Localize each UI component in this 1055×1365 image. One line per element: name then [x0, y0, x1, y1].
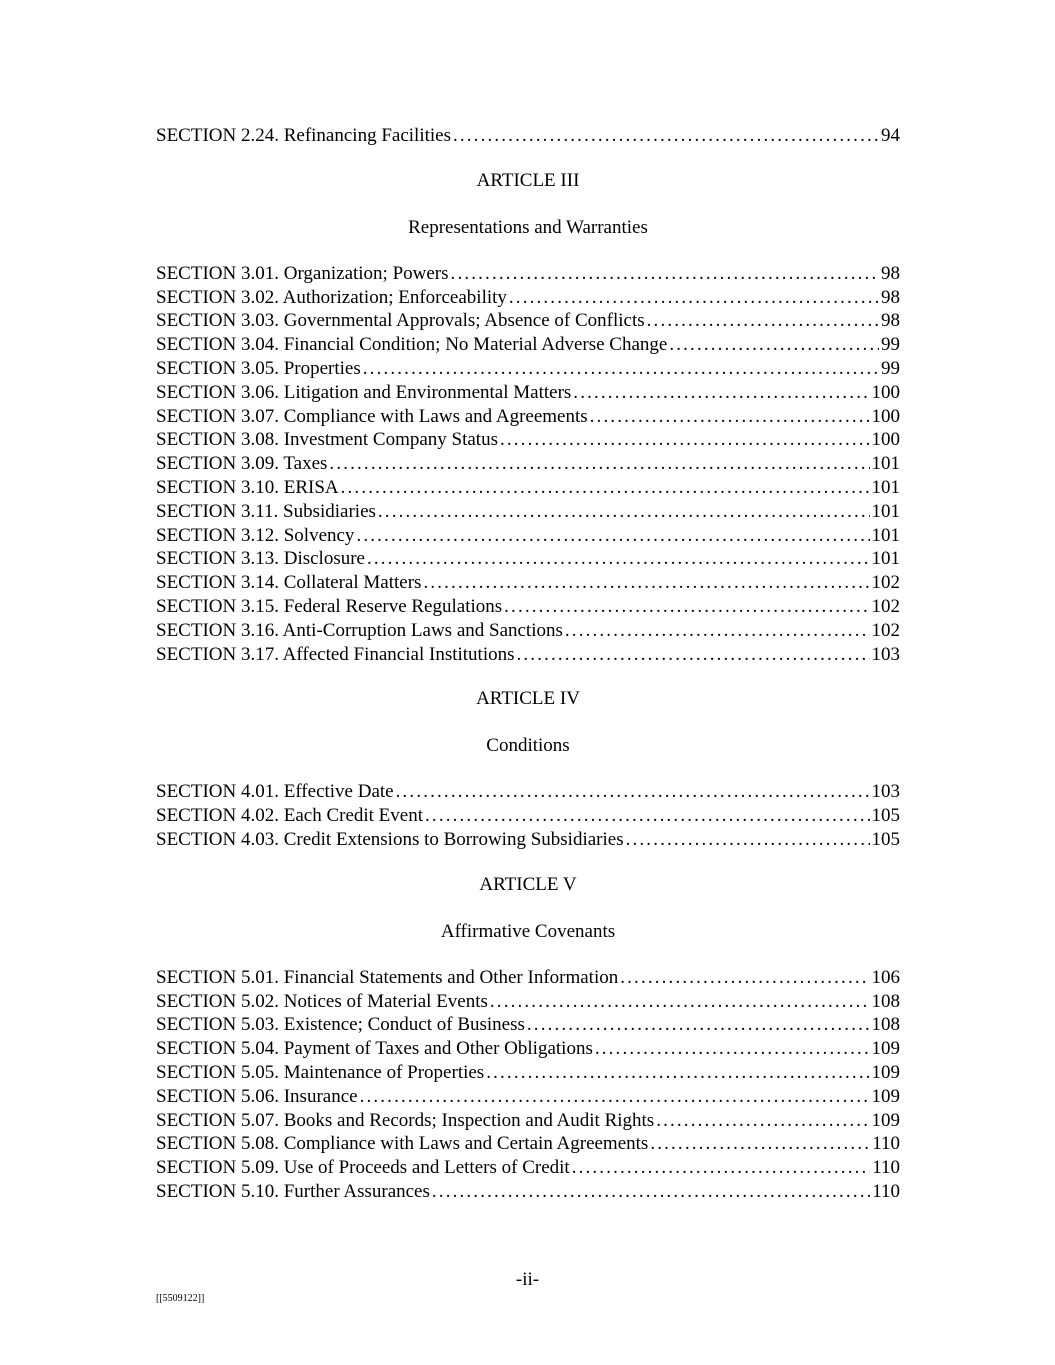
- article-number: ARTICLE III: [476, 169, 580, 191]
- toc-dot-leader: [453, 124, 879, 148]
- article-number: ARTICLE IV: [476, 688, 580, 710]
- toc-entry-page: 101: [871, 453, 900, 475]
- toc-dot-leader: [647, 309, 879, 333]
- toc-entry[interactable]: [156, 1037, 900, 1061]
- toc-entry-title: SECTION 3.03. Governmental Approvals; Absence of Conflicts: [156, 310, 645, 332]
- toc-dot-leader: [432, 1180, 870, 1204]
- toc-entry[interactable]: [156, 262, 900, 286]
- toc-entry-title: SECTION 3.13. Disclosure: [156, 548, 365, 570]
- toc-dot-leader: [378, 500, 870, 524]
- toc-entry-title: SECTION 2.24. Refinancing Facilities: [156, 125, 451, 146]
- toc-entry-page: 103: [871, 781, 900, 803]
- toc-entry-title: SECTION 3.01. Organization; Powers: [156, 262, 449, 284]
- toc-dot-leader: [504, 595, 869, 619]
- toc-dot-leader: [517, 643, 870, 667]
- toc-entry[interactable]: [156, 452, 900, 476]
- toc-entry-title: SECTION 3.11. Subsidiaries: [156, 500, 376, 522]
- toc-entry-page: 100: [871, 429, 900, 451]
- toc-entry[interactable]: [156, 428, 900, 452]
- toc-dot-leader: [367, 547, 870, 571]
- toc-entry-page: 98: [881, 310, 900, 332]
- document-id: [[5509122]]: [156, 1293, 205, 1304]
- toc-entry[interactable]: [156, 619, 900, 643]
- toc-entry-title: SECTION 3.09. Taxes: [156, 453, 328, 475]
- toc-dot-leader: [669, 333, 879, 357]
- toc-dot-leader: [626, 828, 870, 852]
- toc-entry-title: SECTION 5.03. Existence; Conduct of Business: [156, 1014, 525, 1036]
- toc-entry-page: 98: [881, 262, 900, 284]
- toc-entry[interactable]: [156, 595, 900, 619]
- toc-entry-page: 106: [871, 966, 900, 988]
- toc-entry-page: 109: [871, 1085, 900, 1107]
- toc-entry-page: 102: [871, 572, 900, 594]
- toc-entry-title: SECTION 5.06. Insurance: [156, 1085, 358, 1107]
- toc-dot-leader: [650, 1132, 870, 1156]
- toc-entry-page: 105: [871, 805, 900, 827]
- toc-entry-title: SECTION 4.02. Each Credit Event: [156, 805, 424, 827]
- article-number: ARTICLE V: [479, 873, 577, 895]
- page-number: -ii-: [515, 1269, 540, 1290]
- toc-entry-title: SECTION 5.04. Payment of Taxes and Other Obligations: [156, 1038, 593, 1060]
- toc-dot-leader: [509, 286, 879, 310]
- article-block: [156, 687, 900, 851]
- toc-entry-page: 109: [871, 1038, 900, 1060]
- toc-entry[interactable]: [156, 381, 900, 405]
- toc-entry[interactable]: [156, 1013, 900, 1037]
- toc-entry-title: SECTION 5.05. Maintenance of Properties: [156, 1061, 485, 1083]
- toc-entry-page: 108: [871, 990, 900, 1012]
- article-title: Affirmative Covenants: [440, 920, 616, 942]
- toc-entry-title: SECTION 3.14. Collateral Matters: [156, 572, 422, 594]
- toc-entry-page: 110: [872, 1180, 900, 1202]
- toc-dot-leader: [590, 405, 870, 429]
- toc-entry-title: SECTION 5.02. Notices of Material Events: [156, 990, 488, 1012]
- toc-dot-leader: [363, 357, 879, 381]
- toc-entry[interactable]: [156, 547, 900, 571]
- toc-entry-page: 98: [881, 286, 900, 308]
- toc-entry-page: 100: [871, 381, 900, 403]
- toc-dot-leader: [423, 571, 869, 595]
- toc-entry[interactable]: [156, 571, 900, 595]
- toc-dot-leader: [595, 1037, 870, 1061]
- toc-dot-leader: [565, 619, 870, 643]
- toc-entry[interactable]: [156, 124, 900, 148]
- toc-entry-title: SECTION 5.07. Books and Records; Inspection and Audit Rights: [156, 1109, 655, 1131]
- toc-entry[interactable]: [156, 1061, 900, 1085]
- toc-entry-page: 101: [871, 500, 900, 522]
- toc-entry-title: SECTION 3.06. Litigation and Environmental Matters: [156, 381, 572, 403]
- article-block: [156, 873, 900, 1204]
- toc-entry[interactable]: [156, 966, 900, 990]
- toc-entry-page: 101: [871, 476, 900, 498]
- toc-entry-page: 105: [871, 828, 900, 850]
- toc-entry-title: SECTION 5.10. Further Assurances: [156, 1180, 430, 1202]
- toc-entry[interactable]: [156, 524, 900, 548]
- toc-entry-page: 94: [881, 125, 900, 146]
- toc-entry[interactable]: [156, 333, 900, 357]
- toc-entry-title: SECTION 3.05. Properties: [156, 357, 361, 379]
- toc-entry-page: 110: [872, 1157, 900, 1179]
- toc-entry-title: SECTION 3.07. Compliance with Laws and Agreements: [156, 405, 588, 427]
- toc-entry-page: 101: [871, 548, 900, 570]
- toc-entry-page: 109: [871, 1109, 900, 1131]
- toc-dot-leader: [527, 1013, 870, 1037]
- toc-entry[interactable]: [156, 1109, 900, 1133]
- toc-dot-leader: [356, 524, 869, 548]
- toc-entry-title: SECTION 5.08. Compliance with Laws and Certain Agreements: [156, 1133, 649, 1155]
- toc-articles: [156, 169, 900, 1204]
- toc-entry-page: 103: [871, 643, 900, 665]
- toc-dot-leader: [573, 381, 869, 405]
- toc-dot-leader: [500, 428, 870, 452]
- toc-entry-page: 100: [871, 405, 900, 427]
- toc-entry-title: SECTION 3.04. Financial Condition; No Material Adverse Change: [156, 334, 668, 356]
- toc-dot-leader: [620, 966, 869, 990]
- toc-dot-leader: [486, 1061, 869, 1085]
- table-of-contents: [156, 124, 900, 1204]
- toc-entry[interactable]: [156, 1156, 900, 1180]
- toc-dot-leader: [490, 990, 870, 1014]
- toc-entry[interactable]: [156, 405, 900, 429]
- toc-entry-title: SECTION 5.01. Financial Statements and Other Information: [156, 966, 619, 988]
- toc-entry[interactable]: [156, 804, 900, 828]
- toc-dot-leader: [656, 1109, 869, 1133]
- toc-dot-leader: [572, 1156, 871, 1180]
- toc-entry[interactable]: [156, 780, 900, 804]
- toc-entry[interactable]: [156, 1085, 900, 1109]
- toc-entry[interactable]: [156, 1180, 900, 1204]
- toc-dot-leader: [396, 780, 870, 804]
- toc-entry[interactable]: [156, 309, 900, 333]
- toc-dot-leader: [341, 476, 870, 500]
- toc-dot-leader: [360, 1085, 870, 1109]
- toc-entry-title: SECTION 3.08. Investment Company Status: [156, 429, 498, 451]
- article-section-list: [156, 966, 900, 1204]
- toc-entry-title: SECTION 4.03. Credit Extensions to Borrowing Subsidiaries: [156, 828, 624, 850]
- toc-entry-title: SECTION 3.10. ERISA: [156, 476, 339, 498]
- toc-entry[interactable]: [156, 500, 900, 524]
- toc-entry-title: SECTION 3.17. Affected Financial Institutions: [156, 643, 515, 665]
- toc-dot-leader: [329, 452, 869, 476]
- article-section-list: [156, 780, 900, 851]
- toc-dot-leader: [451, 262, 879, 286]
- toc-entry-title: SECTION 4.01. Effective Date: [156, 781, 394, 803]
- toc-entry-page: 102: [871, 595, 900, 617]
- toc-entry-page: 102: [871, 619, 900, 641]
- article-section-list: [156, 262, 900, 667]
- toc-entry[interactable]: [156, 1132, 900, 1156]
- toc-entry-title: SECTION 3.16. Anti-Corruption Laws and Sanctions: [156, 619, 563, 641]
- toc-entry[interactable]: [156, 357, 900, 381]
- toc-entry-page: 109: [871, 1061, 900, 1083]
- toc-entry[interactable]: [156, 643, 900, 667]
- toc-dot-leader: [425, 804, 869, 828]
- toc-entry-page: 101: [871, 524, 900, 546]
- toc-entry-page: 110: [872, 1133, 900, 1155]
- article-block: [156, 169, 900, 667]
- toc-entry-title: SECTION 5.09. Use of Proceeds and Letters of Credit: [156, 1157, 570, 1179]
- toc-entry-title: SECTION 3.02. Authorization; Enforceability: [156, 286, 507, 308]
- toc-entry-title: SECTION 3.15. Federal Reserve Regulations: [156, 595, 503, 617]
- toc-entry[interactable]: [156, 286, 900, 310]
- toc-entry[interactable]: [156, 990, 900, 1014]
- toc-entry-page: 99: [881, 334, 900, 356]
- toc-entry-page: 108: [871, 1014, 900, 1036]
- toc-entry[interactable]: [156, 476, 900, 500]
- toc-entry-page: 99: [881, 357, 900, 379]
- toc-intro-list: [156, 124, 900, 148]
- article-title: Conditions: [486, 735, 570, 757]
- toc-entry[interactable]: [156, 828, 900, 852]
- article-title: Representations and Warranties: [408, 216, 648, 238]
- toc-entry-title: SECTION 3.12. Solvency: [156, 524, 355, 546]
